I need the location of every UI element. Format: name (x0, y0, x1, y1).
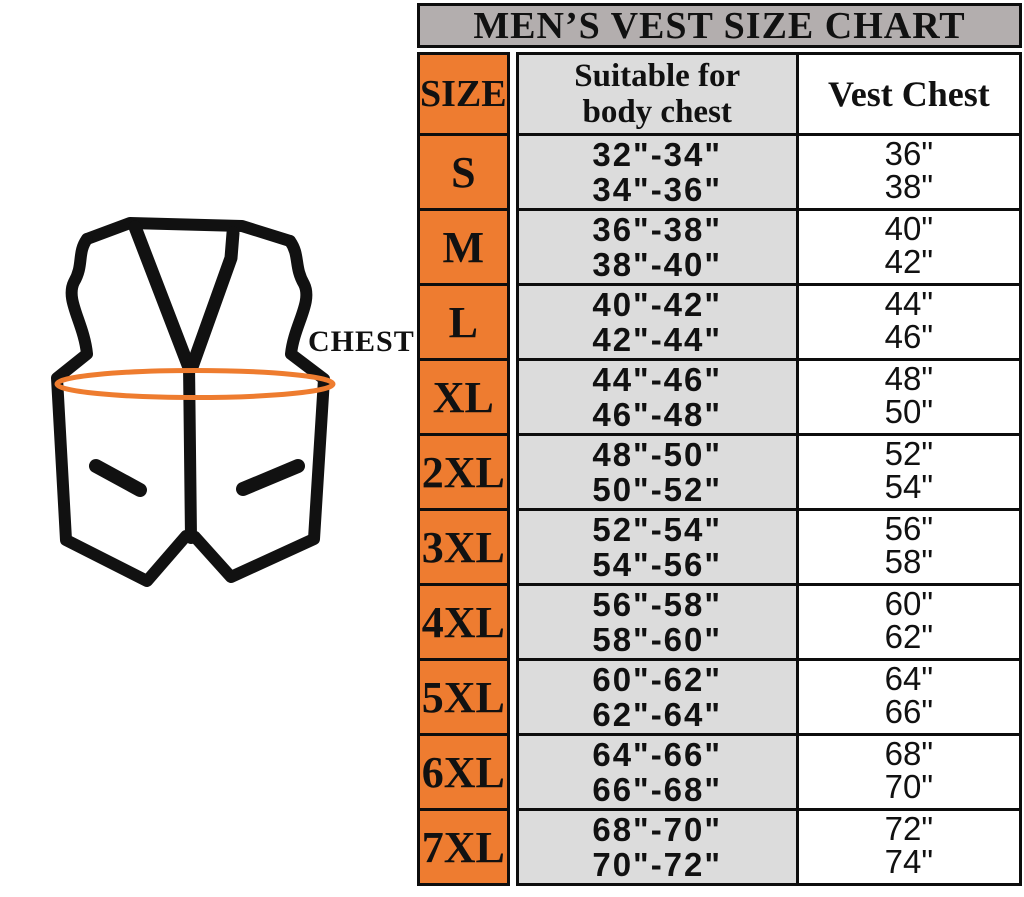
vest-chest-cell (797, 435, 1020, 510)
vest-chest-cell (797, 135, 1020, 210)
table-row (517, 585, 1020, 660)
body-chest-range: 48"-50" (592, 436, 723, 473)
vest-chest-value: 60" (884, 585, 934, 622)
body-chest-cell (517, 435, 797, 510)
vest-left-lapel (135, 227, 188, 365)
size-chart-tables (417, 52, 1022, 886)
table-row (419, 210, 509, 285)
table-row (517, 360, 1020, 435)
vest-chest-cell (797, 510, 1020, 585)
vest-chest-cell (797, 285, 1020, 360)
body-chest-range: 40"-42" (592, 286, 723, 323)
body-chest-range: 64"-66" (592, 736, 723, 773)
vest-chest-value: 48" (884, 360, 934, 397)
vest-center-seam (189, 364, 191, 538)
table-row (517, 660, 1020, 735)
vest-right-pocket (243, 466, 298, 489)
body-chest-cell (517, 285, 797, 360)
vest-chest-value: 68" (884, 735, 934, 772)
vest-chest-value: 66" (884, 693, 934, 730)
body-chest-range: 52"-54" (592, 511, 723, 548)
body-chest-cell (517, 810, 797, 885)
table-row (419, 660, 509, 735)
size-cell: L (419, 285, 509, 360)
body-chest-cell (517, 585, 797, 660)
vest-chest-value: 50" (884, 393, 934, 430)
chest-label: CHEST (308, 325, 415, 358)
body-chest-header (517, 54, 797, 135)
vest-chest-value: 72" (884, 810, 934, 847)
measurements-table (516, 52, 1022, 886)
body-chest-cell (517, 735, 797, 810)
table-row (419, 360, 509, 435)
table-row (419, 285, 509, 360)
table-row (419, 435, 509, 510)
vest-chest-value: 52" (884, 435, 934, 472)
chart-title: MEN’S VEST SIZE CHART (417, 3, 1022, 48)
size-cell: 7XL (419, 810, 509, 885)
table-row (419, 810, 509, 885)
vest-illustration (0, 0, 420, 892)
body-chest-cell (517, 135, 797, 210)
vest-chest-cell (797, 660, 1020, 735)
body-chest-cell (517, 510, 797, 585)
vest-chest-value: 64" (884, 660, 934, 697)
table-row (517, 210, 1020, 285)
size-column-table (417, 52, 510, 886)
table-row (517, 735, 1020, 810)
header-row (517, 54, 1020, 135)
body-chest-cell (517, 210, 797, 285)
vest-left-pocket (96, 466, 140, 490)
vest-chest-value: 36" (884, 135, 934, 172)
vest-right-lapel (192, 233, 233, 367)
body-chest-range: 32"-34" (592, 136, 723, 173)
vest-left-outline (57, 239, 186, 581)
header-row (419, 54, 509, 135)
vest-chest-value: 70" (884, 768, 934, 805)
body-chest-cell (517, 360, 797, 435)
size-cell: XL (419, 360, 509, 435)
table-row (419, 510, 509, 585)
vest-chest-cell (797, 735, 1020, 810)
vest-chest-value: 38" (884, 168, 934, 205)
vest-chest-cell (797, 585, 1020, 660)
size-cell: 2XL (419, 435, 509, 510)
body-chest-range: 44"-46" (592, 361, 723, 398)
vest-chest-value: 54" (884, 468, 934, 505)
body-chest-cell (517, 660, 797, 735)
body-chest-range: 36"-38" (592, 211, 723, 248)
body-chest-range: 54"-56" (592, 546, 723, 583)
vest-chest-cell (797, 210, 1020, 285)
size-cell: S (419, 135, 509, 210)
body-chest-range: 50"-52" (592, 471, 723, 508)
table-row (419, 585, 509, 660)
body-chest-range: 68"-70" (592, 811, 723, 848)
vest-chest-value: 46" (884, 318, 934, 355)
body-chest-range: 56"-58" (592, 586, 723, 623)
size-column-header: SIZE (419, 54, 509, 135)
vest-outline (57, 223, 324, 581)
vest-chest-value: 58" (884, 543, 934, 580)
vest-chest-value: 44" (884, 285, 934, 322)
table-row (517, 135, 1020, 210)
vest-chest-cell (797, 360, 1020, 435)
vest-chest-value: 40" (884, 210, 934, 247)
body-chest-range: 60"-62" (592, 661, 723, 698)
vest-illustration-wrap (0, 0, 420, 892)
body-chest-range: 70"-72" (592, 846, 723, 883)
body-chest-range: 46"-48" (592, 396, 723, 433)
table-row (517, 810, 1020, 885)
table-row (517, 435, 1020, 510)
body-chest-range: 34"-36" (592, 171, 723, 208)
vest-chest-header: Vest Chest (797, 54, 1020, 135)
vest-chest-value: 42" (884, 243, 934, 280)
size-cell: 3XL (419, 510, 509, 585)
table-row (419, 735, 509, 810)
table-row (517, 510, 1020, 585)
vest-top-edge (87, 223, 290, 241)
size-cell: 4XL (419, 585, 509, 660)
size-cell: M (419, 210, 509, 285)
table-row (517, 285, 1020, 360)
vest-chest-value: 62" (884, 618, 934, 655)
body-chest-range: 62"-64" (592, 696, 723, 733)
size-cell: 6XL (419, 735, 509, 810)
body-chest-range: 58"-60" (592, 621, 723, 658)
table-row (419, 135, 509, 210)
body-chest-header-line2: body chest (582, 94, 732, 130)
body-chest-range: 38"-40" (592, 246, 723, 283)
vest-chest-cell (797, 810, 1020, 885)
body-chest-range: 42"-44" (592, 321, 723, 358)
body-chest-header-line1: Suitable for (574, 58, 741, 94)
vest-chest-value: 56" (884, 510, 934, 547)
size-cell: 5XL (419, 660, 509, 735)
body-chest-range: 66"-68" (592, 771, 723, 808)
vest-chest-value: 74" (884, 843, 934, 880)
size-chart-panel (417, 3, 1022, 886)
